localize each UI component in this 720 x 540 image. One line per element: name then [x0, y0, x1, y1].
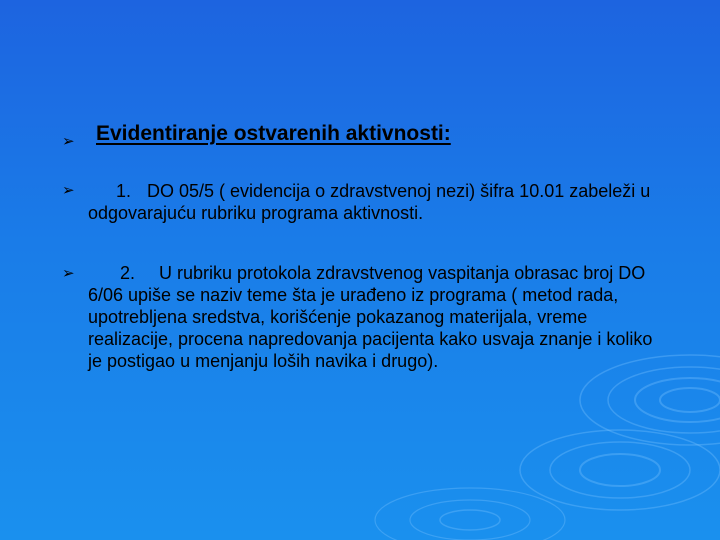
item-text: U rubriku protokola zdravstvenog vaspitanja obrasac broj DO 6/06 upiše se naziv teme šta je urađeno iz programa ( metod rada, upotrebljena sredstva, korišćenje pokazanog materijala, vreme realizacije, procena napredovanja pacijenta kako usvaja znanje i koliko je postigao u menjanju loših navika i drugo).: [88, 263, 653, 371]
item-text: DO 05/5 ( evidencija o zdravstvenoj nezi) šifra 10.01 zabeleži u odgovarajuću rubriku programa aktivnosti.: [88, 181, 651, 223]
bullet-arrow-icon: ➢: [62, 181, 75, 199]
bullet-arrow-icon: ➢: [62, 264, 75, 282]
slide-heading: Evidentiranje ostvarenih aktivnosti:: [96, 122, 451, 145]
list-item: [88, 180, 668, 224]
item-number: 1.: [116, 181, 132, 201]
item-number: 2.: [120, 263, 136, 283]
bullet-arrow-icon: ➢: [62, 132, 75, 150]
list-item: [88, 262, 668, 372]
